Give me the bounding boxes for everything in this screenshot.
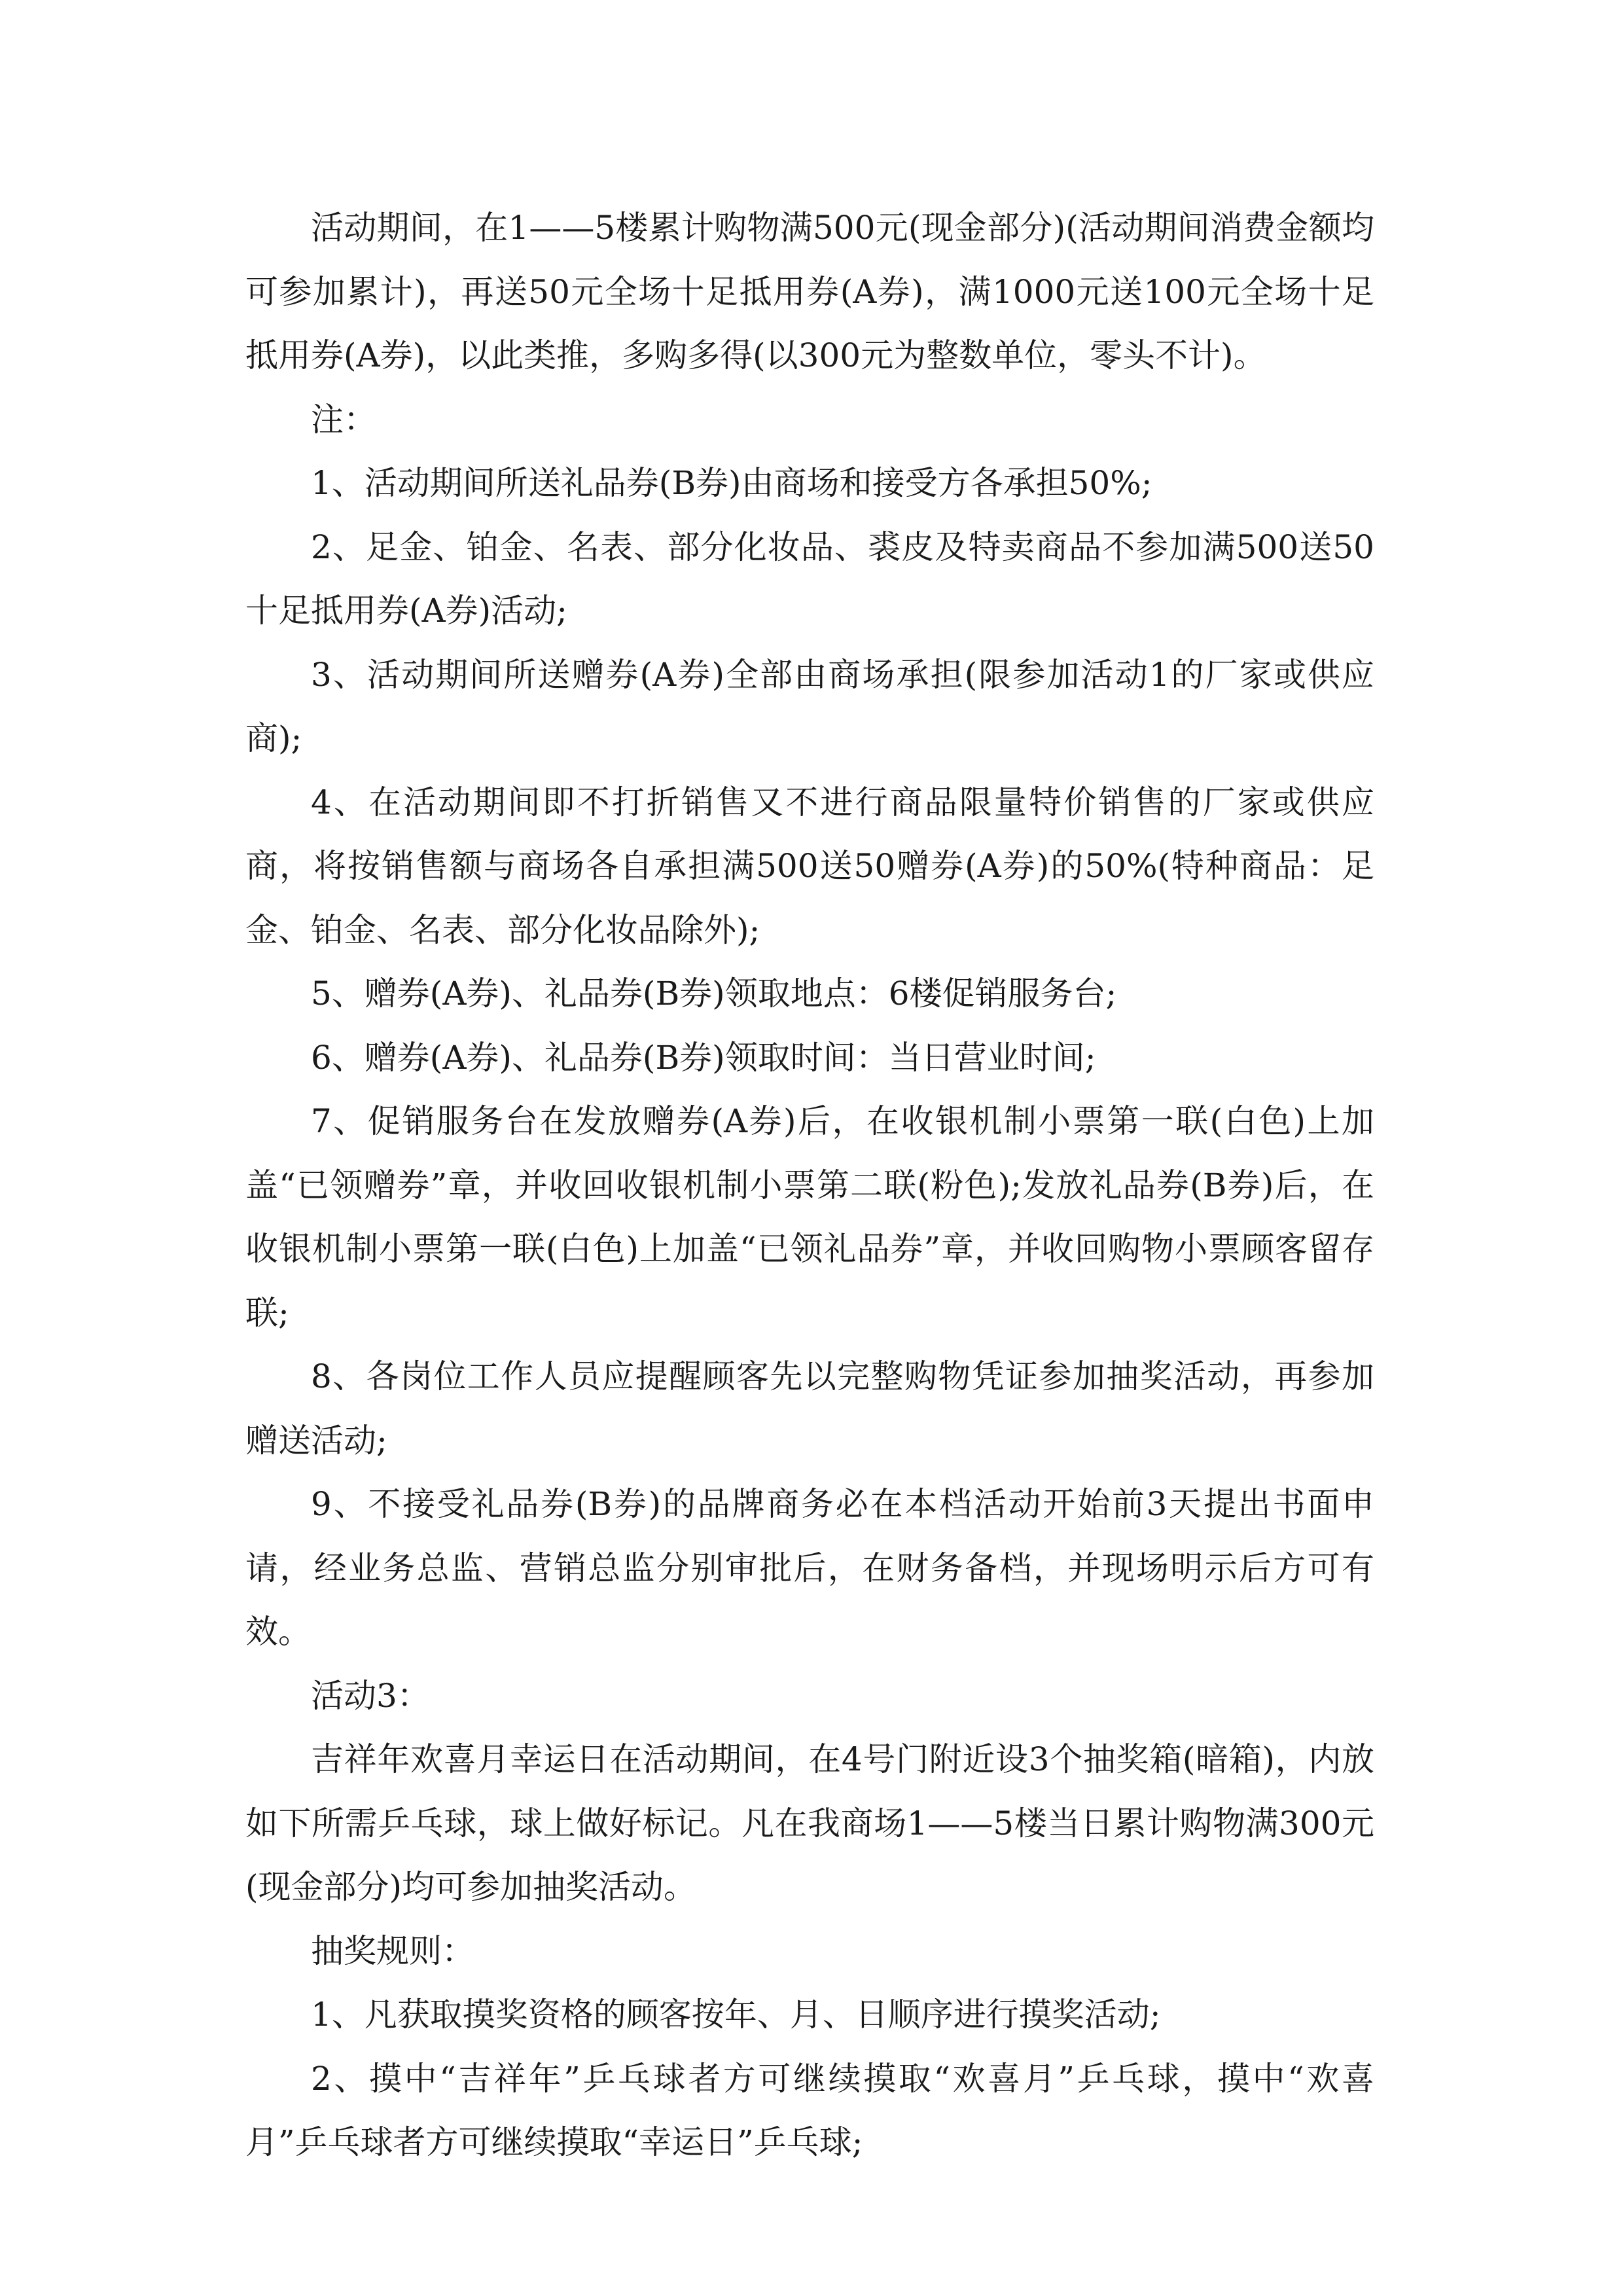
paragraph-note-8: 8、各岗位工作人员应提醒顾客先以完整购物凭证参加抽奖活动，再参加赠送活动;: [245, 1357, 1374, 1460]
document-body: [245, 196, 1374, 2175]
paragraph-activity-intro: 活动期间，在1——5楼累计购物满500元(现金部分)(活动期间消费金额均可参加累计)，再送50元全场十足抵用券(A券)，满1000元送100元全场十足抵用券(A券)，以此类推，多购多得(以300元为整数单位，零头不计)。: [245, 209, 1374, 374]
paragraph-lottery-rule-2: 2、摸中“吉祥年”乒乓球者方可继续摸取“欢喜月”乒乓球，摸中“欢喜月”乒乓球者方可继续摸取“幸运日”乒乓球;: [245, 2059, 1374, 2161]
paragraph-note-6: 6、赠券(A券)、礼品券(B券)领取时间：当日营业时间;: [311, 1038, 1096, 1077]
paragraph-note-7: 7、促销服务台在发放赠券(A券)后，在收银机制小票第一联(白色)上加盖“已领赠券”章，并收回收银机制小票第二联(粉色);发放礼品券(B券)后，在收银机制小票第一联(白色)上加盖“已领礼品券”章，并收回购物小票顾客留存联;: [245, 1102, 1374, 1332]
paragraph-note-9: 9、不接受礼品券(B券)的品牌商务必在本档活动开始前3天提出书面申请，经业务总监、营销总监分别审批后，在财务备档，并现场明示后方可有效。: [245, 1485, 1374, 1651]
paragraph-note-5: 5、赠券(A券)、礼品券(B券)领取地点：6楼促销服务台;: [311, 975, 1117, 1013]
paragraph-note-4: 4、在活动期间即不打折销售又不进行商品限量特价销售的厂家或供应商，将按销售额与商场各自承担满500送50赠券(A券)的50%(特种商品：足金、铂金、名表、部分化妆品除外);: [245, 783, 1374, 949]
paragraph-note-2: 2、足金、铂金、名表、部分化妆品、裘皮及特卖商品不参加满500送50十足抵用券(A券)活动;: [245, 528, 1374, 630]
paragraph-lottery-rules-heading: 抽奖规则：: [311, 1931, 474, 1970]
paragraph-note-3: 3、活动期间所送赠券(A券)全部由商场承担(限参加活动1的厂家或供应商);: [245, 655, 1374, 757]
paragraph-activity-3-body: 吉祥年欢喜月幸运日在活动期间，在4号门附近设3个抽奖箱(暗箱)，内放如下所需乒乓球，球上做好标记。凡在我商场1——5楼当日累计购物满300元(现金部分)均可参加抽奖活动。: [245, 1740, 1374, 1906]
paragraph-note-1: 1、活动期间所送礼品券(B券)由商场和接受方各承担50%;: [311, 464, 1152, 502]
paragraph-note-heading: 注：: [311, 400, 376, 439]
paragraph-activity-3-heading: 活动3：: [311, 1676, 430, 1715]
paragraph-lottery-rule-1: 1、凡获取摸奖资格的顾客按年、月、日顺序进行摸奖活动;: [311, 1996, 1161, 2034]
